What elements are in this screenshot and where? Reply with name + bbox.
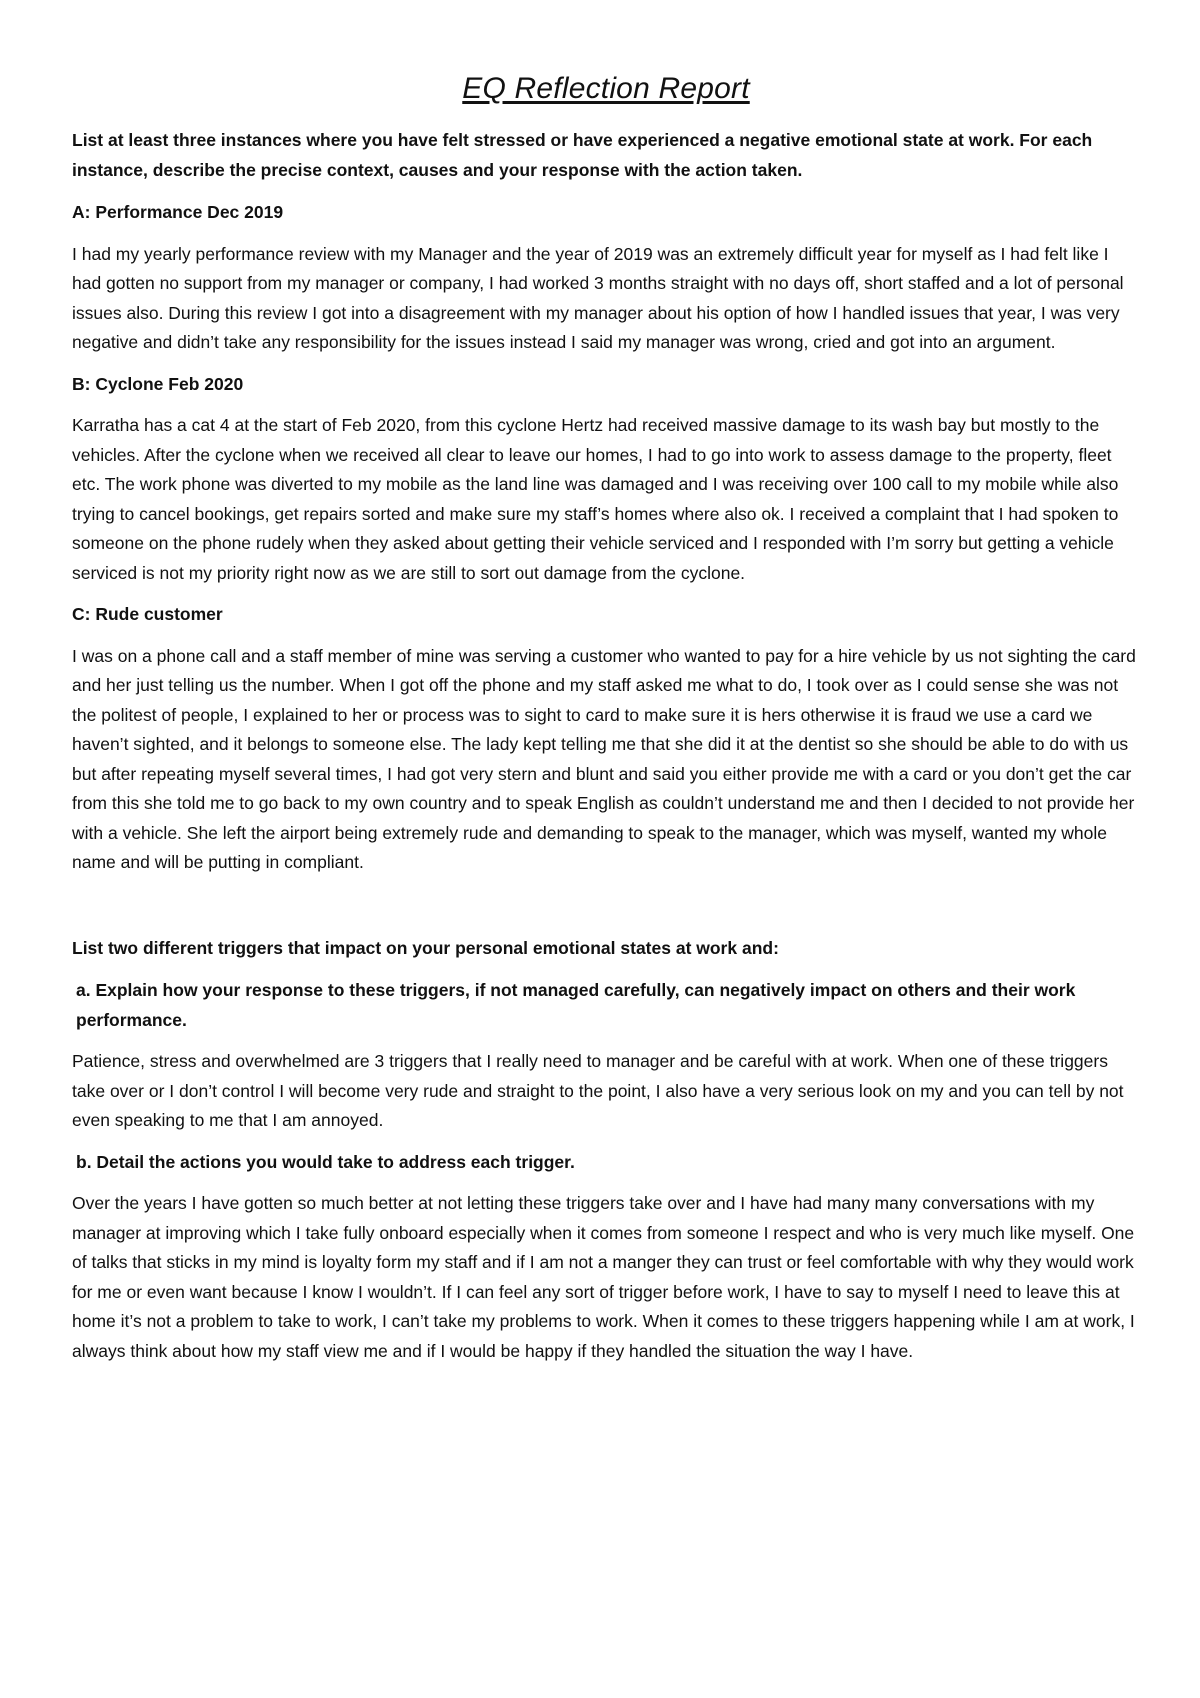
part1-prompt: List at least three instances where you have felt stressed or have experienced a negative emotional state at work. For each instance, describe the precise context, causes and your response with the action taken. <box>72 130 1093 180</box>
part2-prompt: List two different triggers that impact on your personal emotional states at work and: <box>72 937 779 958</box>
page-title: EQ Reflection Report <box>462 72 750 105</box>
sub-question-a-body: Patience, stress and overwhelmed are 3 triggers that I really need to manager and be careful with at work. When one of these triggers take over or I don’t control I will become very rude and straight to the point, I also have a very serious look on my and you can tell by not even speaking to me that I am annoyed. <box>72 1051 1124 1130</box>
instance-b-body: Karratha has a cat 4 at the start of Feb 2020, from this cyclone Hertz had received massive damage to its wash bay but mostly to the vehicles. After the cyclone when we received all clear to leave our homes, I had to go into work to assess damage to the property, fleet etc. The work phone was diverted to my mobile as the land line was damaged and I was receiving over 100 call to my mobile while also trying to cancel bookings, get repairs sorted and make sure my staff’s homes where also ok. I received a complaint that I had spoken to someone on the phone rudely when they asked about getting their vehicle serviced and I responded with I’m sorry but getting a vehicle serviced is not my priority right now as we are still to sort out damage from the cyclone. <box>72 415 1119 583</box>
instance-a-heading: A: Performance Dec 2019 <box>72 202 284 222</box>
sub-question-a-heading: a. Explain how your response to these triggers, if not managed carefully, can negatively impact on others and their work performance. <box>76 980 1076 1030</box>
instance-a-body: I had my yearly performance review with my Manager and the year of 2019 was an extremely difficult year for myself as I had felt like I had gotten no support from my manager or company, I had worked 3 months straight with no days off, short staffed and a lot of personal issues also. During this review I got into a disagreement with my manager about his option of how I handled issues that year, I was very negative and didn’t take any responsibility for the issues instead I said my manager was wrong, cried and got into an argument. <box>72 243 1124 352</box>
instance-c <box>72 600 1140 878</box>
instance-c-heading: C: Rude customer <box>72 604 223 624</box>
instance-b-heading: B: Cyclone Feb 2020 <box>72 373 244 394</box>
instance-c-body: I was on a phone call and a staff member of mine was serving a customer who wanted to pay for a hire vehicle by us not sighting the card and her just telling us the number. When I got off the phone and my staff asked me what to do, I took over as I could sense she was not the politest of people, I explained to her or process was to sight to card to make sure it is hers otherwise it is fraud we use a card we haven’t sighted, and it belongs to someone else. The lady kept telling me that she did it at the dentist so she should be able to do with us but after repeating myself several times, I had got very stern and blunt and said you either provide me with a card or you don’t get the car from this she told me to go back to my own country and to speak English as couldn’t understand me and then I decided to not provide her with a vehicle. She left the airport being extremely rude and demanding to speak to the manager, which was myself, wanted my whole name and will be putting in compliant. <box>72 645 1136 872</box>
instance-a <box>72 198 1140 358</box>
sub-question-b-heading: b. Detail the actions you would take to address each trigger. <box>76 1151 575 1172</box>
instance-b <box>72 370 1140 589</box>
document-page <box>72 72 1140 1378</box>
sub-question-a <box>72 976 1140 1136</box>
sub-question-b-body: Over the years I have gotten so much better at not letting these triggers take over and I have had many many conversations with my manager at improving which I take fully onboard especially when it comes from someone I respect and who is very much like myself. One of talks that sticks in my mind is loyalty form my staff and if I am not a manger they can trust or feel comfortable with why they would work for me or even want because I know I wouldn’t. If I can feel any sort of trigger before work, I have to say to myself I need to leave this at home it’s not a problem to take to work, I can’t take my problems to work. When it comes to these triggers happening while I am at work, I always think about how my staff view me and if I would be happy if they handled the situation the way I have. <box>72 1193 1135 1361</box>
sub-question-b <box>72 1148 1140 1367</box>
section-spacer <box>72 890 1140 934</box>
